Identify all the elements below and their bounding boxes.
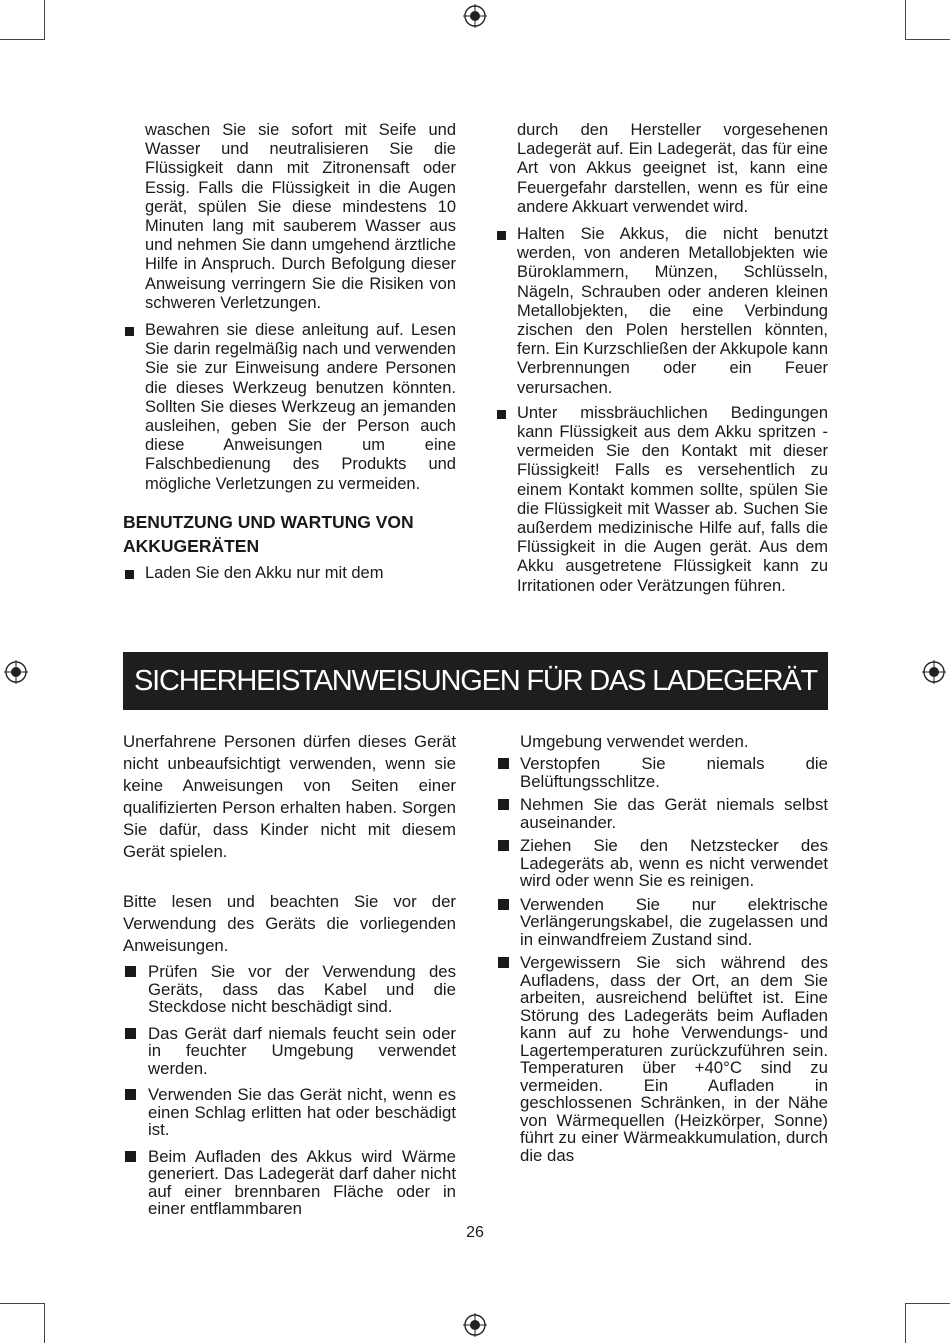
crop-mark [906,39,950,40]
square-bullet-icon [125,1028,136,1039]
list-item [123,1148,456,1218]
list-item-text: Verstopfen Sie niemals die Belüftungsschlitze. [520,754,828,791]
top-right-column [495,121,828,596]
registration-mark-icon [4,660,28,684]
registration-mark-icon [922,660,946,684]
instruction-paragraph: Bitte lesen und beachten Sie vor der Verwendung des Geräts die vorliegenden Anweisungen. [123,892,456,955]
list-item [495,404,828,596]
square-bullet-icon [125,1151,136,1162]
crop-mark [905,1303,906,1343]
list-item [498,954,828,1164]
intro-paragraph: Unerfahrene Personen dürfen dieses Gerät nicht unbeaufsichtigt verwenden, wenn sie keine Anweisungen von Seiten einer qualifizierten Person erhalten haben. Sorgen Sie dafür, dass Kinder nicht mit diesem Gerät spielen. [123,732,456,861]
list-item-text: Laden Sie den Akku nur mit dem [145,563,384,582]
list-item [498,796,828,831]
square-bullet-icon [497,410,506,419]
crop-mark [44,1303,45,1343]
top-left-column [123,121,456,583]
list-item [498,896,828,949]
square-bullet-icon [498,758,509,769]
list-item-text: Verwenden Sie nur elektrische Verlängerungskabel, die zugelassen und in einwandfreiem Zustand sind. [520,894,828,949]
continuation-paragraph: Umgebung verwendet werden. [520,732,749,751]
list-item-text: Das Gerät darf niemals feucht sein oder in feuchter Umgebung verwendet werden. [148,1023,456,1078]
square-bullet-icon [498,899,509,910]
list-item [498,755,828,790]
continuation-paragraph: durch den Hersteller vorgesehenen Ladegerät auf. Ein Ladegerät, das für eine Art von Akkus geeignet ist, kann eine Feuergefahr darstellen, wenn es für eine andere Akkuart verwendet wird. [517,121,828,216]
square-bullet-icon [125,966,136,977]
square-bullet-icon [497,231,506,240]
list-item-text: Ziehen Sie den Netzstecker des Ladegeräts ab, wenn es nicht verwendet wird oder wenn Sie es reinigen. [520,836,828,890]
list-item [123,564,456,583]
square-bullet-icon [125,327,134,336]
list-item-text: Verwenden Sie das Gerät nicht, wenn es einen Schlag erlitten hat oder beschädigt ist. [148,1085,456,1139]
section-heading: BENUTZUNG UND WARTUNG VON AKKUGERÄTEN [123,511,414,556]
square-bullet-icon [125,1089,136,1100]
registration-mark-icon [463,4,487,28]
page-number: 26 [466,1224,484,1241]
list-item [123,1025,456,1078]
continuation-paragraph: waschen Sie sie sofort mit Seife und Wasser und neutralisieren Sie die Flüssigkeit dann mit Zitronensaft oder Essig. Falls die Flüssigkeit in die Augen gerät, spülen Sie diese mindestens 10 Minuten lang mit sauberem Wasser aus und nehmen Sie dann umgehend ärztliche Hilfe in Anspruch. Durch Befolgung dieser Anweisung verringern Sie die Risiken von schweren Verletzungen. [145,121,456,312]
section-banner: SICHERHEISTANWEISUNGEN FÜR DAS LADEGERÄT [123,652,828,710]
crop-mark [0,1303,44,1304]
list-item-text: Beim Aufladen des Akkus wird Wärme generiert. Das Ladegerät darf daher nicht auf einer brennbaren Fläche oder in einer entflammbaren [148,1146,456,1218]
list-item [123,321,456,494]
bottom-right-column [498,731,828,1164]
crop-mark [0,39,44,40]
square-bullet-icon [498,799,509,810]
square-bullet-icon [498,957,509,968]
square-bullet-icon [498,840,509,851]
list-item-text: Unter missbräuchlichen Bedingungen kann Flüssigkeit aus dem Akku spritzen - vermeiden Sie den Kontakt mit dieser Flüssigkeit! Falls es versehentlich zu einem Kontakt kommen sollte, spülen Sie die Flüssigkeit mit Wasser ab. Suchen Sie außerdem medizinische Hilfe auf, falls die Flüssigkeit in die Augen gerät. Aus dem Akku ausgetretene Flüssigkeit kann zu Irritationen oder Verätzungen führen. [517,403,828,595]
bottom-left-column [123,731,456,1218]
list-item-text: Prüfen Sie vor der Verwendung des Geräts, dass das Kabel und die Steckdose nicht beschädigt sind. [148,962,456,1016]
list-item [123,1086,456,1139]
crop-mark [906,1303,950,1304]
list-item-text: Bewahren sie diese anleitung auf. Lesen Sie darin regelmäßig nach und verwenden Sie sie zur Einweisung andere Personen die dieses Werkzeug benutzen könnten. Sollten Sie dieses Werkzeug an jemanden ausleihen, geben Sie der Person auch diese Anweisungen um eine Falschbedienung des Produkts und mögliche Verletzungen zu vermeiden. [145,321,456,493]
list-item [498,837,828,890]
list-item-text: Vergewissern Sie sich während des Aufladens, dass der Ort, an dem Sie arbeiten, ausreichend belüftet ist. Eine Störung des Ladegeräts beim Aufladen kann auf zu hohe Verwendungs- und Lagertemperaturen zurückzuführen sein. Temperaturen über +40°C sind zu vermeiden. Ein Aufladen in geschlossenen Schränken, in der Nähe von Wärmequellen (Heizkörper, Sonne) führt zu einer Wärmeakkumulation, durch die das [520,953,828,1165]
crop-mark [44,0,45,40]
list-item [123,963,456,1016]
list-item-text: Nehmen Sie das Gerät niemals selbst auseinander. [520,795,828,832]
list-item-text: Halten Sie Akkus, die nicht benutzt werden, von anderen Metallobjekten wie Büroklammern, Münzen, Schlüsseln, Nägeln, Schrauben oder anderen kleinen Metallobjekten, die eine Verbindung zischen den Polen herstellen könnten, fern. Ein Kurzschließen der Akkupole kann Verbrennungen oder ein Feuer verursachen. [517,225,828,397]
square-bullet-icon [125,570,134,579]
registration-mark-icon [463,1313,487,1337]
list-item [495,225,828,398]
crop-mark [905,0,906,40]
